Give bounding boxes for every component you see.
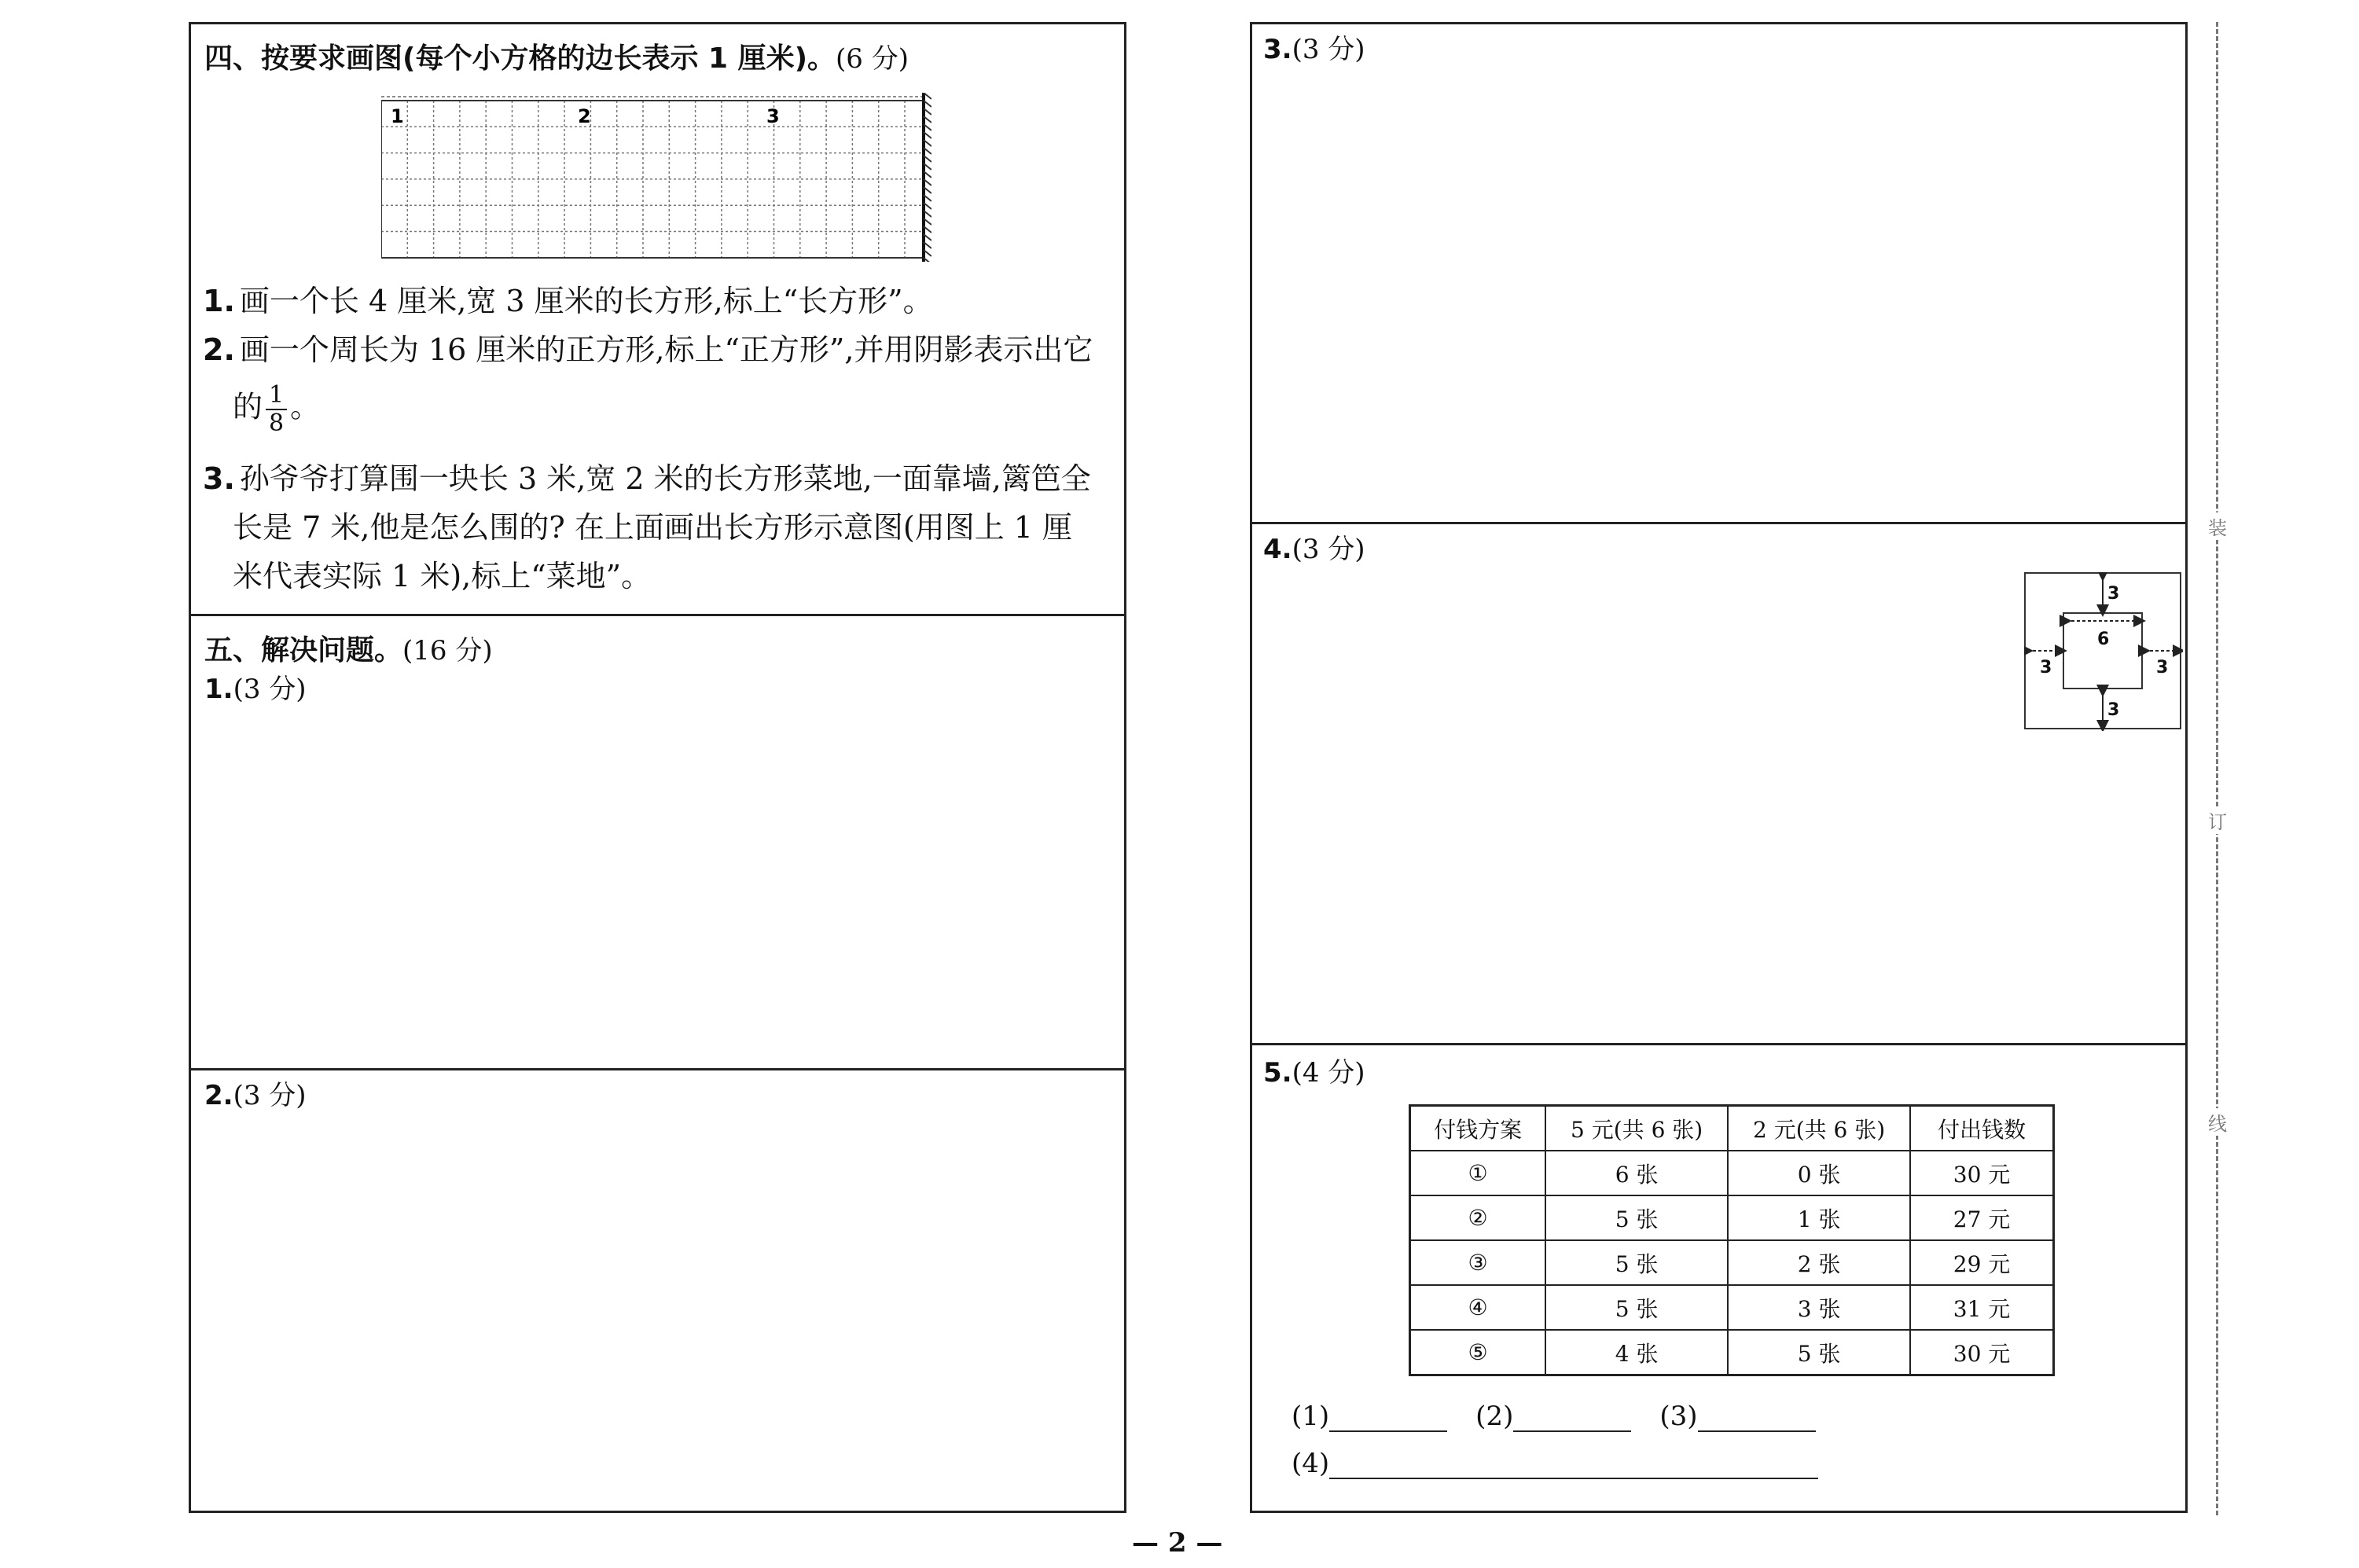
left-divider-2	[189, 1068, 1126, 1070]
r-q3-num: 3.	[1263, 34, 1292, 65]
s4-item2	[203, 325, 1119, 374]
grid-label-3: 3	[766, 105, 780, 127]
binding-char-3: 线	[2208, 1108, 2227, 1136]
table-cell: 0 张	[1728, 1151, 1910, 1195]
table-cell: ②	[1410, 1195, 1546, 1240]
answer-blank-3[interactable]	[1698, 1407, 1816, 1432]
q4-label-right: 3	[2156, 658, 2169, 678]
right-divider-2	[1250, 1043, 2188, 1045]
answer-line-1-3	[1292, 1401, 1816, 1432]
s4-item2-text2: 的	[233, 389, 263, 424]
s4-item2-cont	[233, 382, 320, 437]
table-cell: 27 元	[1910, 1195, 2053, 1240]
table-header: 5 元(共 6 张)	[1545, 1106, 1728, 1151]
s5-q1-num: 1.	[204, 674, 233, 705]
section4-title: 四、按要求画图(每个小方格的边长表示 1 厘米)。	[204, 42, 836, 75]
answer-blank-2[interactable]	[1513, 1407, 1631, 1432]
drawing-grid	[381, 93, 931, 262]
q4-label-bottom: 3	[2107, 700, 2120, 720]
q4-frame-diagram	[2024, 572, 2183, 731]
r-q3	[1263, 36, 1365, 63]
table-header: 2 元(共 6 张)	[1728, 1106, 1910, 1151]
table-cell: ③	[1410, 1240, 1546, 1285]
fraction-numerator: 1	[266, 382, 287, 410]
r-q4	[1263, 536, 1365, 563]
answer-label-3: (3)	[1659, 1401, 1698, 1432]
grid-label-2: 2	[578, 105, 591, 127]
table-cell: 1 张	[1728, 1195, 1910, 1240]
grid-label-1: 1	[391, 105, 404, 127]
table-header: 付出钱数	[1910, 1106, 2053, 1151]
table-cell: 31 元	[1910, 1285, 2053, 1330]
q4-label-left: 3	[2040, 658, 2052, 678]
s4-item3-line3	[233, 552, 651, 600]
answer-line-4	[1292, 1448, 1818, 1479]
table-cell: 2 张	[1728, 1240, 1910, 1285]
s5-q1-points: (3 分)	[233, 674, 307, 705]
s4-item2-text3: 。	[290, 389, 321, 424]
section5-heading	[204, 628, 493, 668]
answer-blank-1[interactable]	[1329, 1407, 1447, 1432]
s4-item3-line1	[203, 454, 1091, 503]
table-cell: 6 张	[1545, 1151, 1728, 1195]
s5-q2	[204, 1082, 307, 1109]
table-cell: 29 元	[1910, 1240, 2053, 1285]
r-q4-num: 4.	[1263, 534, 1292, 565]
table-cell: 5 张	[1545, 1195, 1728, 1240]
table-cell: ⑤	[1410, 1330, 1546, 1375]
r-q5-points: (4 分)	[1292, 1057, 1365, 1089]
table-cell: 5 张	[1545, 1285, 1728, 1330]
table-cell: 5 张	[1728, 1330, 1910, 1375]
s5-q1	[204, 676, 307, 703]
table-cell: 30 元	[1910, 1330, 2053, 1375]
s5-q2-num: 2.	[204, 1080, 233, 1111]
table-row	[1410, 1285, 2054, 1330]
s4-item3-line1-text: 孙爷爷打算围一块长 3 米,宽 2 米的长方形菜地,一面靠墙,篱笆全	[239, 461, 1091, 496]
q4-label-inner: 6	[2097, 630, 2110, 649]
q4-label-top: 3	[2107, 584, 2120, 604]
answer-label-1: (1)	[1292, 1401, 1330, 1432]
section5-title: 五、解决问题。	[204, 634, 403, 666]
s4-item1	[203, 277, 933, 325]
table-row	[1410, 1151, 2054, 1195]
s4-item2-num: 2.	[203, 332, 235, 367]
fraction-one-eighth	[266, 382, 287, 437]
left-divider-1	[189, 614, 1126, 616]
section5-points: (16 分)	[402, 635, 493, 666]
payment-table	[1409, 1104, 2055, 1376]
s4-item1-num: 1.	[203, 284, 235, 318]
section4-points: (6 分)	[836, 43, 909, 75]
s4-item3-num: 3.	[203, 461, 235, 496]
fraction-denominator: 8	[269, 409, 285, 437]
table-header-row	[1410, 1106, 2054, 1151]
table-cell: 4 张	[1545, 1330, 1728, 1375]
r-q5-num: 5.	[1263, 1057, 1292, 1089]
table-cell: 5 张	[1545, 1240, 1728, 1285]
section4-heading	[204, 36, 909, 76]
table-cell: 3 张	[1728, 1285, 1910, 1330]
table-header: 付钱方案	[1410, 1106, 1546, 1151]
answer-label-4: (4)	[1292, 1448, 1330, 1479]
s4-item1-text: 画一个长 4 厘米,宽 3 厘米的长方形,标上“长方形”。	[239, 284, 933, 318]
table-row	[1410, 1330, 2054, 1375]
s4-item3-line2-text: 长是 7 米,他是怎么围的? 在上面画出长方形示意图(用图上 1 厘	[233, 510, 1073, 545]
table-row	[1410, 1195, 2054, 1240]
r-q4-points: (3 分)	[1292, 534, 1365, 565]
s4-item2-text: 画一个周长为 16 厘米的正方形,标上“正方形”,并用阴影表示出它	[239, 332, 1093, 367]
table-cell: ①	[1410, 1151, 1546, 1195]
binding-char-1: 装	[2208, 512, 2227, 540]
answer-blank-4[interactable]	[1329, 1454, 1818, 1479]
r-q3-points: (3 分)	[1292, 34, 1365, 65]
page-number: — 2 —	[1132, 1527, 1223, 1559]
binding-dashed-line	[2216, 22, 2218, 1515]
table-cell: 30 元	[1910, 1151, 2053, 1195]
r-q5	[1263, 1057, 1365, 1089]
binding-char-2: 订	[2208, 806, 2227, 834]
answer-label-2: (2)	[1475, 1401, 1514, 1432]
table-cell: ④	[1410, 1285, 1546, 1330]
s4-item3-line2	[233, 503, 1072, 552]
s5-q2-points: (3 分)	[233, 1080, 307, 1111]
s4-item3-line3-text: 米代表实际 1 米),标上“菜地”。	[233, 559, 652, 593]
right-divider-1	[1250, 522, 2188, 524]
table-row	[1410, 1240, 2054, 1285]
